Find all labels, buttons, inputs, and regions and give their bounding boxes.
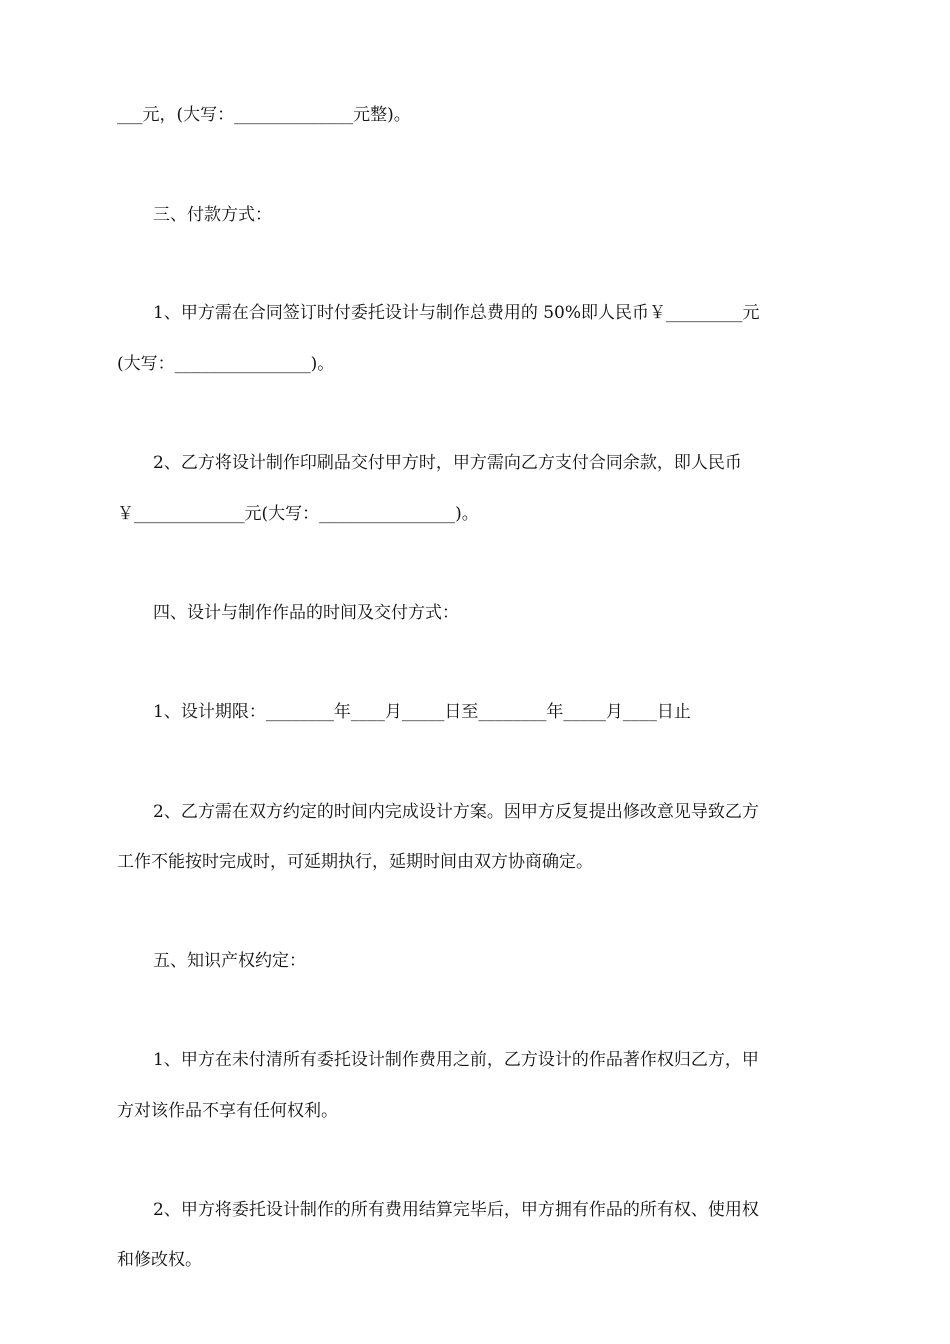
amount-continuation-line: ___元，(大写：______________元整)。: [117, 105, 411, 125]
ip-clause-2-line-1: 2、甲方将委托设计制作的所有费用结算完毕后，甲方拥有作品的所有权、使用权: [153, 1200, 759, 1220]
payment-clause-2-line-2: ￥_____________元(大写：________________)。: [117, 504, 479, 524]
ip-clause-2-line-2: 和修改权。: [117, 1250, 202, 1270]
section-5-heading: 五、知识产权约定：: [153, 951, 306, 971]
payment-clause-1-line-1: 1、甲方需在合同签订时付委托设计与制作总费用的 50%即人民币￥_________元: [153, 303, 760, 323]
schedule-clause-1: 1、设计期限：________年____月_____日至________年_____月____日止: [153, 702, 691, 722]
ip-clause-1-line-1: 1、甲方在未付清所有委托设计制作费用之前，乙方设计的作品著作权归乙方，甲: [153, 1050, 759, 1070]
section-4-heading: 四、设计与制作作品的时间及交付方式：: [153, 603, 459, 623]
payment-clause-2-line-1: 2、乙方将设计制作印刷品交付甲方时，甲方需向乙方支付合同余款，即人民币: [153, 453, 742, 473]
schedule-clause-2-line-2: 工作不能按时完成时，可延期执行，延期时间由双方协商确定。: [117, 852, 593, 872]
section-3-heading: 三、付款方式：: [153, 205, 272, 225]
ip-clause-1-line-2: 方对该作品不享有任何权利。: [117, 1101, 338, 1121]
schedule-clause-2-line-1: 2、乙方需在双方约定的时间内完成设计方案。因甲方反复提出修改意见导致乙方: [153, 802, 759, 822]
payment-clause-1-line-2: (大写：________________)。: [117, 354, 335, 374]
